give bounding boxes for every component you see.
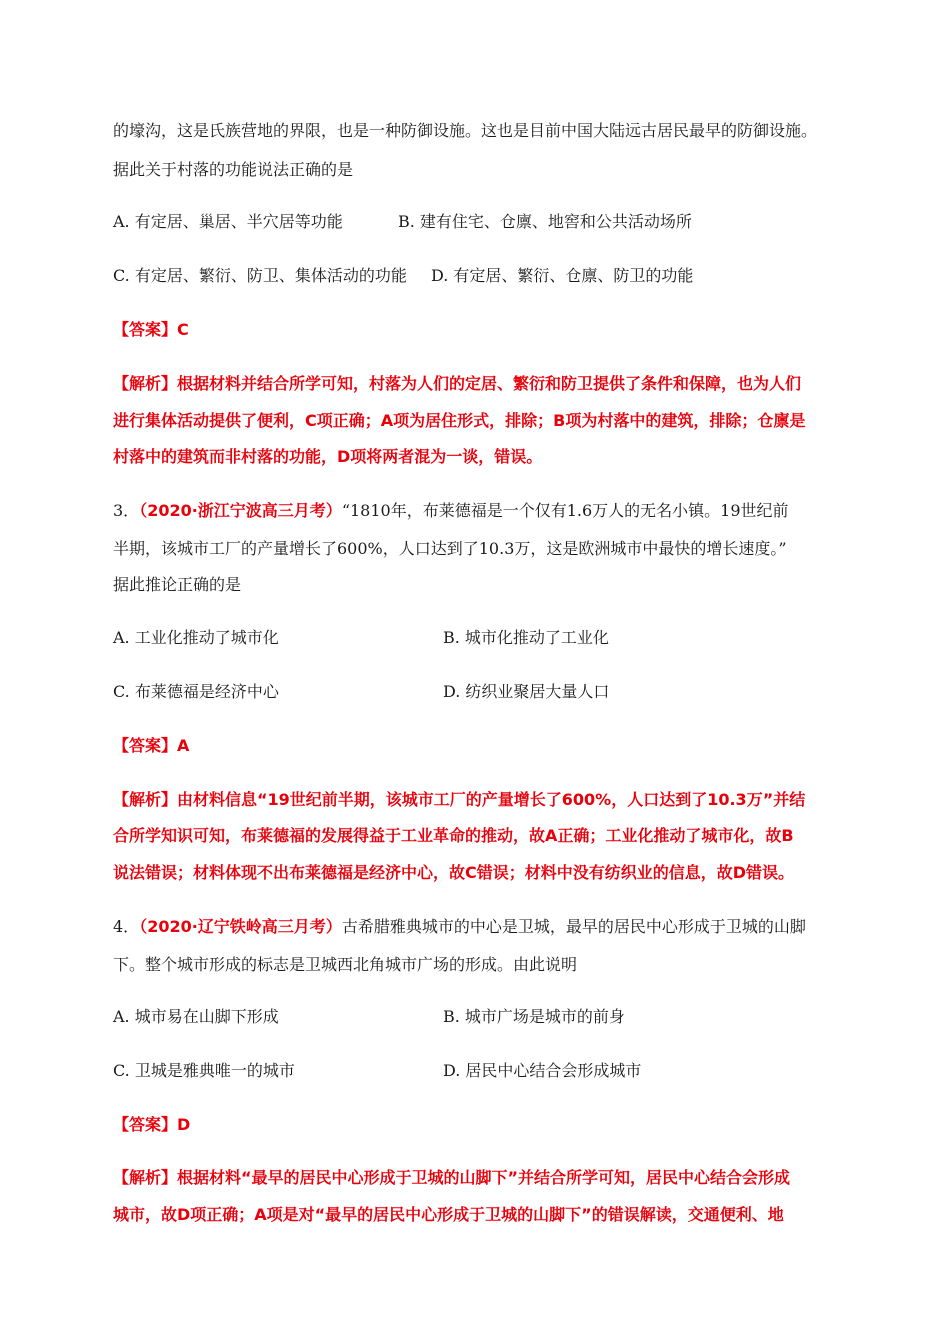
q4-stem-line1 bbox=[113, 916, 806, 938]
q3-analysis-line1: 【解析】由材料信息“19世纪前半期，该城市工厂的产量增长了600%，人口达到了10.3万”并结 bbox=[113, 790, 806, 809]
q3-option-c: C. 布莱德福是经济中心 bbox=[113, 682, 279, 701]
q3-option-b: B. 城市化推动了工业化 bbox=[443, 628, 609, 647]
q3-option-a: A. 工业化推动了城市化 bbox=[113, 628, 279, 647]
q4-source: （2020·辽宁铁岭高三月考） bbox=[139, 917, 342, 936]
q3-stem-line3: 据此推论正确的是 bbox=[113, 575, 242, 594]
q2-text-line2: 据此关于村落的功能说法正确的是 bbox=[113, 160, 354, 179]
q3-answer: 【答案】A bbox=[113, 736, 190, 755]
q4-answer: 【答案】D bbox=[113, 1115, 191, 1134]
q3-number: 3． bbox=[113, 501, 140, 520]
q4-option-d: D. 居民中心结合会形成城市 bbox=[443, 1061, 642, 1080]
q4-option-b: B. 城市广场是城市的前身 bbox=[443, 1007, 625, 1026]
q3-analysis-line3: 说法错误；材料体现不出布莱德福是经济中心，故C错误；材料中没有纺织业的信息，故D错误。 bbox=[113, 863, 795, 882]
q2-analysis-line2: 进行集体活动提供了便利，C项正确；A项为居住形式，排除；B项为村落中的建筑，排除；仓廪是 bbox=[113, 411, 806, 430]
q3-stem-text: “1810年，布莱德福是一个仅有1.6万人的无名小镇。19世纪前 bbox=[341, 501, 789, 520]
q3-option-d: D. 纺织业聚居大量人口 bbox=[443, 682, 610, 701]
q4-analysis-line1: 【解析】根据材料“最早的居民中心形成于卫城的山脚下”并结合所学可知，居民中心结合会形成 bbox=[113, 1168, 791, 1187]
q3-stem-line1 bbox=[113, 500, 789, 522]
q2-option-d: D. 有定居、繁衍、仓廪、防卫的功能 bbox=[431, 266, 694, 285]
q4-stem-text: 古希腊雅典城市的中心是卫城，最早的居民中心形成于卫城的山脚 bbox=[341, 917, 806, 936]
q4-option-c: C. 卫城是雅典唯一的城市 bbox=[113, 1061, 295, 1080]
q2-option-a: A. 有定居、巢居、半穴居等功能 bbox=[113, 212, 343, 231]
q2-option-c: C. 有定居、繁衍、防卫、集体活动的功能 bbox=[113, 266, 407, 285]
q4-option-a: A. 城市易在山脚下形成 bbox=[113, 1007, 279, 1026]
q3-source: （2020·浙江宁波高三月考） bbox=[139, 501, 342, 520]
q3-stem-line2: 半期，该城市工厂的产量增长了600%，人口达到了10.3万，这是欧洲城市中最快的增长速度。” bbox=[113, 539, 787, 558]
q2-answer: 【答案】C bbox=[113, 320, 189, 339]
q4-number: 4． bbox=[113, 917, 140, 936]
q2-option-b: B. 建有住宅、仓廪、地窖和公共活动场所 bbox=[398, 212, 692, 231]
q4-stem-line2: 下。整个城市形成的标志是卫城西北角城市广场的形成。由此说明 bbox=[113, 955, 578, 974]
q2-analysis-line3: 村落中的建筑而非村落的功能，D项将两者混为一谈，错误。 bbox=[113, 447, 543, 466]
q3-analysis-line2: 合所学知识可知，布莱德福的发展得益于工业革命的推动，故A正确；工业化推动了城市化，故B bbox=[113, 826, 794, 845]
q4-analysis-line2: 城市，故D项正确；A项是对“最早的居民中心形成于卫城的山脚下”的错误解读，交通便利、地 bbox=[113, 1205, 784, 1224]
q2-analysis-line1: 【解析】根据材料并结合所学可知，村落为人们的定居、繁衍和防卫提供了条件和保障，也为人们 bbox=[113, 374, 802, 393]
q2-text-line1: 的壕沟，这是氏族营地的界限，也是一种防御设施。这也是目前中国大陆远古居民最早的防御设施。 bbox=[113, 121, 818, 140]
